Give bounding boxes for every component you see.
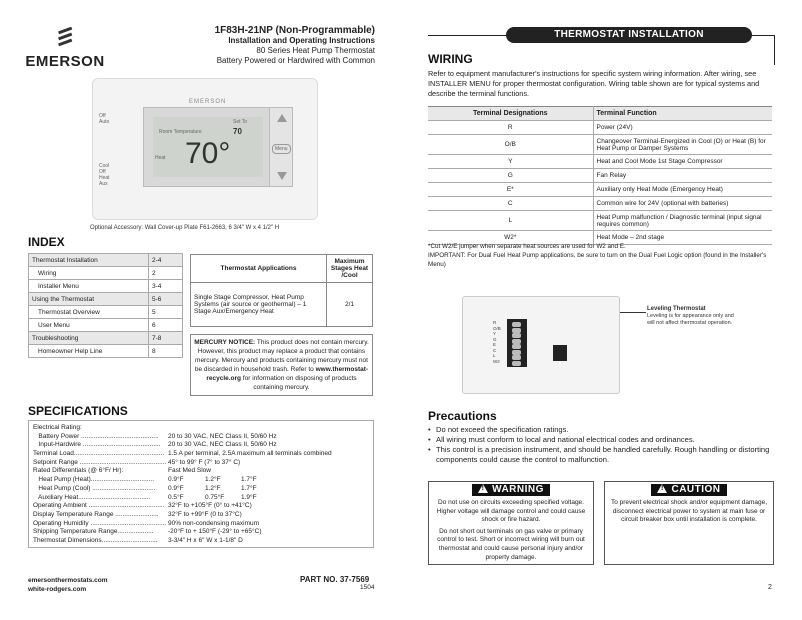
website-link-emerson[interactable]: emersonthermostats.com <box>28 577 108 584</box>
terminal-function: Auxiliary only Heat Mode (Emergency Heat) <box>593 183 772 197</box>
index-entry-label: Thermostat Installation <box>29 254 149 267</box>
spec-value: 20 to 30 VAC, NEC Class II, 50/60 Hz <box>168 432 277 440</box>
applications-table <box>190 254 373 327</box>
emerson-logo-icon <box>25 27 105 51</box>
spec-row <box>33 441 369 450</box>
index-entry-label: Using the Thermostat <box>29 293 149 306</box>
spec-row <box>33 494 369 503</box>
apps-row-value: 2/1 <box>327 283 373 327</box>
spec-value: -20°F to + 150°F (-29° to +65°C) <box>168 528 262 536</box>
spec-row <box>33 476 369 485</box>
part-number: PART NO. 37-7569 <box>300 575 370 584</box>
index-entry-label: Wiring <box>29 267 149 280</box>
index-row <box>29 332 183 345</box>
spec-value: 32°F to +105°F (0° to +41°C) <box>168 502 252 510</box>
terminal-row <box>428 183 772 197</box>
index-entry-page: 3-4 <box>149 280 183 293</box>
thermostat-brand: EMERSON <box>189 99 227 105</box>
document-subtitle: Installation and Operating Instructions <box>228 36 375 45</box>
spec-label: Operating Ambient .......................................... <box>33 502 165 510</box>
spec-label: Operating Humidity .......................................... <box>33 519 167 527</box>
series-line: 80 Series Heat Pump Thermostat <box>256 46 375 55</box>
leveling-leader-line <box>620 312 646 313</box>
caution-label: CAUTION <box>671 484 721 495</box>
terminal-letter: W2 <box>493 358 500 364</box>
leveling-callout <box>647 306 739 327</box>
index-entry-label: Installer Menu <box>29 280 149 293</box>
spec-value: 45° to 99° F (7° to 37° C) <box>168 458 241 466</box>
specs-box <box>28 420 374 548</box>
index-row <box>29 267 183 280</box>
thermostat-button-panel <box>269 107 293 187</box>
footer-websites <box>28 576 107 594</box>
warning-text-1: Do not use on circuits exceeding specified voltage. Higher voltage will damage control and could cause shock or fire hazard. <box>436 499 586 524</box>
terminal-designation: W2* <box>428 231 593 245</box>
spec-v3: 1.7°F <box>241 476 257 484</box>
index-entry-page: 5-6 <box>149 293 183 306</box>
precaution-item: • Do not exceed the specification ratings. <box>428 425 774 435</box>
fan-switch-label: Cool Off Heat Aux <box>99 163 110 187</box>
index-row <box>29 254 183 267</box>
spec-value: 0.5°F <box>168 493 184 501</box>
precaution-item: • All wiring must conform to local and national electrical codes and ordinances. <box>428 435 774 445</box>
terminal-function: Power (24V) <box>593 121 772 135</box>
apps-col-header-1: Thermostat Applications <box>191 255 327 283</box>
index-entry-page: 2 <box>149 267 183 280</box>
index-row <box>29 306 183 319</box>
down-arrow-icon <box>277 172 287 180</box>
spec-v2: 0.75°F <box>205 493 225 501</box>
website-link-whiterodgers[interactable]: white-rodgers.com <box>28 586 87 593</box>
accessory-caption: Optional Accessory: Wall Cover-up Plate F61-2663, 6 3/4" W x 4 1/2" H <box>90 225 280 231</box>
room-temp-value: 70° <box>185 137 231 170</box>
terminal-function: Heat and Cool Mode 1st Stage Compressor <box>593 155 772 169</box>
set-temp-value: 70 <box>233 127 242 136</box>
warning-box <box>428 481 594 565</box>
terminal-col-header: Terminal Designations <box>428 107 593 121</box>
function-col-header: Terminal Function <box>593 107 772 121</box>
terminal-row <box>428 211 772 231</box>
terminal-screw <box>512 344 521 349</box>
dual-fuel-note: IMPORTANT: For Dual Fuel Heat Pump applications, be sure to turn on the Dual Fuel Logic option (found in the Installer's Menu) <box>428 252 767 268</box>
terminal-function: Changeover Terminal-Energized in Cool (O) or Heat (B) for Heat Pump or Damper Systems <box>593 135 772 155</box>
spec-value: 0.9°F <box>168 484 184 492</box>
spec-label: Heat Pump (Cool) ................................... <box>33 484 156 492</box>
terminal-screw <box>512 339 521 344</box>
caution-badge <box>651 484 726 496</box>
spec-v3: 1.9°F <box>241 493 257 501</box>
recycle-link[interactable]: www.thermostat-recycle.org <box>206 366 369 382</box>
spec-row <box>33 450 369 459</box>
set-to-label: Set To <box>233 119 248 125</box>
apps-row-label: Single Stage Compressor, Heat Pump Systems (air source or geothermal) – 1 Stage Aux/Emergency Heat <box>191 283 327 327</box>
spec-label: Auxiliary Heat........................................ <box>33 493 151 501</box>
terminal-designation: R <box>428 121 593 135</box>
index-row <box>29 293 183 306</box>
spec-row <box>33 467 369 476</box>
spec-row <box>33 485 369 494</box>
terminal-screw <box>512 328 521 333</box>
wiring-title: WIRING <box>428 52 473 66</box>
terminal-row <box>428 155 772 169</box>
terminal-letter: O/B <box>493 325 501 331</box>
terminal-function: Common wire for 24V (optional with batteries) <box>593 197 772 211</box>
terminal-table <box>428 106 772 245</box>
page-number: 2 <box>768 584 772 591</box>
index-entry-label: Troubleshooting <box>29 332 149 345</box>
mercury-notice-text: This product does not contain mercury. However, this product may replace a product that contains mercury. Mercury and products containing mercury must not be discarded in household trash. Refer to <box>194 339 369 373</box>
terminal-row <box>428 135 772 155</box>
wiring-illustration <box>462 296 620 394</box>
model-number: 1F83H-21NP (Non-Programmable) <box>214 25 375 36</box>
leveling-title: Leveling Thermostat <box>647 306 706 312</box>
index-entry-label: User Menu <box>29 319 149 332</box>
power-line: Battery Powered or Hardwired with Common <box>216 56 375 65</box>
spec-row <box>33 537 369 546</box>
spec-row <box>33 520 369 529</box>
spec-value: 20 to 30 VAC, NEC Class II, 50/60 Hz <box>168 441 277 449</box>
system-switch-label: Off Auto <box>99 113 110 125</box>
terminal-function: Fan Relay <box>593 169 772 183</box>
terminal-function: Heat Pump malfunction / Diagnostic terminal (input signal requires common) <box>593 211 772 231</box>
terminal-letter: E <box>493 342 497 347</box>
terminal-letter: C <box>493 347 497 353</box>
spec-label: Setpoint Range ................................................ <box>33 458 167 466</box>
spec-label: Display Temperature Range ........................ <box>33 510 159 518</box>
index-row <box>29 319 183 332</box>
terminal-row <box>428 169 772 183</box>
spec-value: 1.5 A per terminal, 2.5A maximum all terminals combined <box>168 450 332 458</box>
index-row <box>29 345 183 358</box>
menu-button: Menu <box>272 144 291 154</box>
section-banner: THERMOSTAT INSTALLATION <box>506 27 752 43</box>
wiring-notes <box>428 242 774 269</box>
terminal-screw <box>512 333 521 338</box>
index-entry-page: 5 <box>149 306 183 319</box>
terminal-designation: E* <box>428 183 593 197</box>
spec-row <box>33 528 369 537</box>
spec-label: Battery Power ........................................... <box>33 432 159 440</box>
spec-row <box>33 424 369 433</box>
mode-label: Heat <box>155 155 166 161</box>
index-entry-page: 2-4 <box>149 254 183 267</box>
spec-value: 0.9°F <box>168 476 184 484</box>
terminal-designation: L <box>428 211 593 231</box>
spec-v2: 1.2°F <box>205 476 221 484</box>
terminal-screw <box>512 322 521 327</box>
index-entry-page: 7-8 <box>149 332 183 345</box>
print-code: 1504 <box>360 584 375 591</box>
spec-row <box>33 511 369 520</box>
spec-label: Rated Differentials (@ 6°F/ Hr): <box>33 467 124 475</box>
terminal-designation: G <box>428 169 593 183</box>
index-entry-page: 8 <box>149 345 183 358</box>
wiring-intro: Refer to equipment manufacturer's instructions for specific system wiring information. After wiring, see INSTALLER MENU for proper thermostat configuration. Wiring table shown are for typical systems and describe the terminal functions. <box>428 69 760 98</box>
caution-text: To prevent electrical shock and/or equipment damage, disconnect electrical power to system at main fuse or circuit breaker box until installation is complete. <box>610 499 768 524</box>
terminal-row <box>428 121 772 135</box>
terminal-letter: G <box>493 336 497 342</box>
index-entry-label: Homeowner Help Line <box>29 345 149 358</box>
battery-holder <box>553 345 567 361</box>
spec-value: 32°F to +99°F (0 to 37°C) <box>168 510 242 518</box>
apps-col-header-2: Maximum Stages Heat /Cool <box>327 255 373 283</box>
thermostat-illustration <box>92 78 318 220</box>
index-row <box>29 280 183 293</box>
spec-v3: 1.7°F <box>241 484 257 492</box>
spec-label: Input-Hardwire ........................................... <box>33 441 161 449</box>
spec-label: Terminal Load.................................................. <box>33 450 165 458</box>
index-title: INDEX <box>28 235 65 249</box>
spec-row <box>33 433 369 442</box>
terminal-letter: Y <box>493 331 497 336</box>
terminal-designation: Y <box>428 155 593 169</box>
logo-wordmark: EMERSON <box>25 53 105 70</box>
up-arrow-icon <box>277 114 287 122</box>
terminal-screw <box>512 350 521 355</box>
leveling-text: Leveling is for appearance only and will not affect thermostat operation. <box>647 313 734 326</box>
warning-triangle-icon: ! <box>478 484 488 493</box>
terminal-designation: O/B <box>428 135 593 155</box>
terminal-screw <box>512 361 521 366</box>
jumper-note: *Cut W2/E jumper when separate heat sources are used for W2 and E. <box>428 243 626 250</box>
terminal-letter: R <box>493 320 497 325</box>
warning-label: WARNING <box>492 484 544 495</box>
spec-value: 90% non-condensing maximum <box>168 519 260 527</box>
caution-box <box>604 481 774 565</box>
room-temp-label: Room Temperature <box>159 129 202 135</box>
document-title <box>215 26 375 66</box>
warning-text-2: Do not short out terminals on gas valve or primary control to test. Short or incorrect wiring will burn out thermostat and could cause personal injury and/or property damage. <box>437 527 585 561</box>
terminal-letter: L <box>493 353 496 358</box>
specs-title: SPECIFICATIONS <box>28 404 128 418</box>
precautions-title: Precautions <box>428 409 497 423</box>
index-table <box>28 253 183 358</box>
terminal-row <box>428 197 772 211</box>
terminal-screw <box>512 355 521 360</box>
spec-value: 3-3/4" H x 6" W x 1-1/8" D <box>168 536 243 544</box>
spec-label: Thermostat Dimensions............................... <box>33 536 158 544</box>
precautions-list <box>428 425 774 465</box>
terminal-designation: C <box>428 197 593 211</box>
spec-row <box>33 502 369 511</box>
spec-label: Electrical Rating: <box>33 424 82 431</box>
caution-triangle-icon: ! <box>657 484 667 493</box>
spec-label: Shipping Temperature Range.................... <box>33 528 154 536</box>
mercury-notice <box>190 334 373 396</box>
spec-v2: 1.2°F <box>205 484 221 492</box>
index-entry-label: Thermostat Overview <box>29 306 149 319</box>
mercury-notice-label: MERCURY NOTICE: <box>194 339 256 346</box>
terminal-function: Heat Mode – 2nd stage <box>593 231 772 245</box>
spec-label: Heat Pump (Heat)................................... <box>33 476 155 484</box>
warning-badge <box>472 484 550 496</box>
banner-rule-right <box>774 35 775 65</box>
index-entry-page: 6 <box>149 319 183 332</box>
spec-value: Fast Med Slow <box>168 467 211 475</box>
emerson-logo <box>25 27 105 70</box>
mercury-notice-tail: for information on disposing of products containing mercury. <box>242 375 357 391</box>
precaution-item: • This control is a precision instrument, and should be handled carefully. Rough handling or distorting components could cause the control to malfunction. <box>428 445 774 465</box>
